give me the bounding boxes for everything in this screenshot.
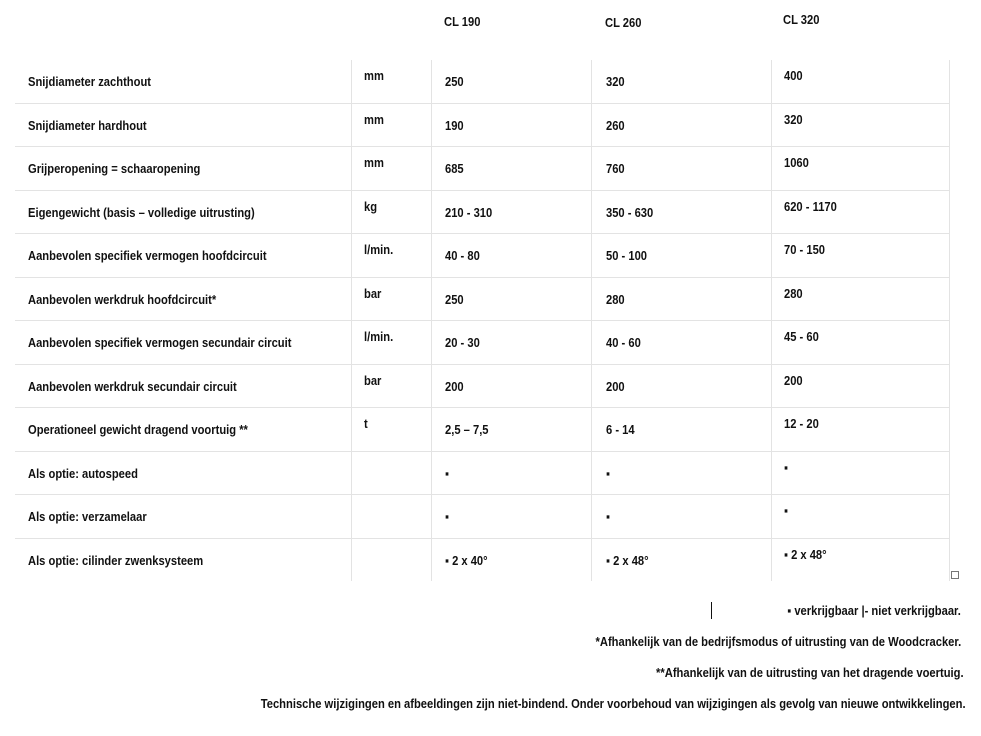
- footnote-carrier-vehicle: **Afhankelijk van de uitrusting van het dragende voertuig.: [656, 665, 964, 680]
- row-label: Als optie: cilinder zwenksysteem: [28, 552, 204, 568]
- value-cl190: 210 - 310: [431, 191, 591, 234]
- availability-legend: ▪ verkrijgbaar |- niet verkrijgbaar.: [787, 603, 961, 618]
- value-cl260: ▪: [591, 495, 771, 538]
- table-row: [15, 234, 950, 278]
- value-cl260: ▪: [591, 452, 771, 495]
- value-cl320: 200: [771, 365, 950, 408]
- table-row: [15, 408, 950, 452]
- value-cl260: 200: [591, 365, 771, 408]
- value-cl190: ▪: [431, 495, 591, 538]
- value-cl320: 320: [771, 104, 950, 147]
- value-cl320: 620 - 1170: [771, 191, 950, 234]
- value-cl190: 2,5 – 7,5: [431, 408, 591, 451]
- table-row: [15, 278, 950, 322]
- row-unit: t: [351, 408, 431, 451]
- spec-table: [15, 60, 950, 581]
- value-cl190: 200: [431, 365, 591, 408]
- value-cl320: 70 - 150: [771, 234, 950, 277]
- value-cl190: 250: [431, 278, 591, 321]
- column-header-cl260: CL 260: [605, 15, 642, 30]
- row-label: Aanbevolen werkdruk secundair circuit: [28, 378, 237, 394]
- value-cl320: 1060: [771, 147, 950, 190]
- row-label: Operationeel gewicht dragend voortuig **: [28, 422, 248, 437]
- value-cl190: ▪ 2 x 40°: [431, 539, 591, 582]
- value-cl320: 280: [771, 278, 950, 321]
- column-header-cl190: CL 190: [444, 14, 481, 29]
- disclaimer-text: Technische wijzigingen en afbeeldingen zijn niet-bindend. Onder voorbehoud van wijzigingen als gevolg van nieuwe ontwikkelingen.: [261, 696, 966, 711]
- row-unit: l/min.: [351, 321, 431, 364]
- value-cl260: 6 - 14: [591, 408, 771, 451]
- value-cl260: 350 - 630: [591, 191, 771, 234]
- value-cl190: 685: [431, 147, 591, 190]
- value-cl260: 40 - 60: [591, 321, 771, 364]
- value-cl190: ▪: [431, 452, 591, 495]
- value-cl260: 320: [591, 60, 771, 103]
- value-cl260: 760: [591, 147, 771, 190]
- row-unit: mm: [351, 147, 431, 190]
- table-row: [15, 104, 950, 148]
- value-cl320: 45 - 60: [771, 321, 950, 364]
- table-row: [15, 495, 950, 539]
- table-row: [15, 60, 950, 104]
- table-row: [15, 365, 950, 409]
- value-cl260: 280: [591, 278, 771, 321]
- row-label: Aanbevolen werkdruk hoofdcircuit*: [28, 291, 217, 307]
- row-label: Als optie: verzamelaar: [28, 509, 147, 524]
- value-cl190: 250: [431, 60, 591, 103]
- row-unit: [351, 495, 431, 538]
- row-unit: [351, 452, 431, 495]
- value-cl320: ▪: [771, 452, 950, 495]
- row-unit: [351, 539, 431, 582]
- column-header-cl320: CL 320: [783, 12, 820, 27]
- value-cl260: 50 - 100: [591, 234, 771, 277]
- row-label: Aanbevolen specifiek vermogen secundair circuit: [28, 335, 292, 350]
- value-cl190: 190: [431, 104, 591, 147]
- value-cl320: ▪ 2 x 48°: [771, 539, 950, 582]
- table-row: [15, 147, 950, 191]
- table-row: [15, 539, 950, 582]
- row-unit: mm: [351, 60, 431, 103]
- table-row: [15, 191, 950, 235]
- row-label: Snijdiameter hardhout: [28, 117, 147, 133]
- row-label: Aanbevolen specifiek vermogen hoofdcircuit: [28, 248, 267, 263]
- footnote-operating-mode: *Afhankelijk van de bedrijfsmodus of uitrusting van de Woodcracker.: [595, 634, 961, 649]
- text-cursor: [711, 602, 712, 619]
- table-row: [15, 321, 950, 365]
- row-label: Als optie: autospeed: [28, 465, 138, 481]
- row-label: Eigengewicht (basis – volledige uitrusting): [28, 204, 255, 220]
- value-cl260: 260: [591, 104, 771, 147]
- value-cl320: 400: [771, 60, 950, 103]
- row-unit: mm: [351, 104, 431, 147]
- table-resize-handle[interactable]: [951, 571, 959, 579]
- row-label: Grijperopening = schaaropening: [28, 161, 201, 176]
- row-unit: bar: [351, 365, 431, 408]
- value-cl190: 20 - 30: [431, 321, 591, 364]
- value-cl260: ▪ 2 x 48°: [591, 539, 771, 582]
- row-label: Snijdiameter zachthout: [28, 74, 152, 89]
- value-cl320: ▪: [771, 495, 950, 538]
- row-unit: kg: [351, 191, 431, 234]
- row-unit: l/min.: [351, 234, 431, 277]
- table-row: [15, 452, 950, 496]
- value-cl320: 12 - 20: [771, 408, 950, 451]
- row-unit: bar: [351, 278, 431, 321]
- value-cl190: 40 - 80: [431, 234, 591, 277]
